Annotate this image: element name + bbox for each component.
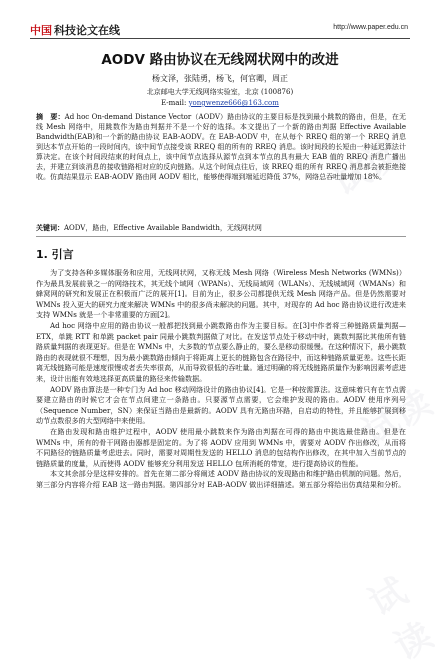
keywords [36, 223, 406, 233]
paragraph: 在路由发现和路由维护过程中，AODV 使用最小跳数来作为路由判据在可得的路由中挑选最佳路由。但是在 WMNs 中，所有的骨干网路由器都是固定的。为了将 AODV 应用到 WMNs 中，需要对 AODV 作出修改，从而将不同路径的链路质量考虑进去。同时，需要对周期性发送的 HELLO 消息的包结构作出修改，在其中加入当前节点的链路质量的度量，从而使得 AODV 能够充分利用发送 HELLO 包所消耗的带宽，进行提高协议的性能。 [36, 426, 406, 468]
paragraph: 本文其余部分是这样安排的。首先在第二部分将阐述 AODV 路由协议的发现路由和维护路由机制的问题。然后，第三部分内容将介绍 EAB 这一路由判据。第四部分对 EAB-AODV 做出详细描述。第五部分将给出仿真结果和分析。 [36, 469, 406, 489]
author-list: 杨文泽，张陆勇，杨飞，何官卿，周正 [152, 74, 288, 83]
logo-mark: 中国 [30, 24, 52, 37]
logo-text: 科技论文在线 [54, 24, 120, 37]
paper-title: AODV 路由协议在无线网状网中的改进 [101, 52, 339, 68]
abstract-text: Ad hoc On-demand Distance Vector（AODV）路由协议的主要目标是找到最小跳数的路由，但是，在无线 Mesh 网络中，用跳数作为路由判据并不是一个好的选择。本文提出了一个新的路由判据 Effective Available Bandwidth(EAB)和一个新的路由协议 EAB-AODV。在 EAB-AODV 中，在从每个 RREQ 组的第一个 RREQ 消息到达本节点开始的一段时间内，该中间节点接受该 RREQ 组的所有的 RREQ 消息。该时间段的长短由一种延迟算法计算决定。在该个时间段结束的时间点上，该中间节点选择从源节点到本节点的具有最大 EAB 值的 RREQ 消息广播出去，并建立到该消息的接收链路相对应的反向链路。从这个时间点往后，该 RREQ 组的所有 RREQ 消息都会被拒绝接收。仿真结果显示 EAB-AODV 路由网 AODV 相比，能够使得端到端延迟降低 37%，网络总吞吐量增加 18%。 [36, 113, 406, 181]
contact-email [0, 99, 440, 107]
header-rule [30, 38, 410, 39]
abstract-label: 摘 要： [36, 112, 65, 121]
section-body [36, 268, 406, 490]
paragraph: Ad hoc 网络中应用的路由协议一般都把找到最小跳数路由作为主要目标。在[3]中作者将三种链路质量判据—ETX，单跳 RTT 和单跳 packet pair 同最小跳数判据做了对比。在发送节点处于移动中时，跳数判据比其他所有链路质量判据的表现更好。但是在 WMNs 中，大多数的节点要么静止的，要么是移动很缓慢。在这种情况下，最小跳数路由的表现就很不理想，因为最小跳数路由倾向于将距离上更长的链路包含在路径中，而这种链路质量更差。这些长距离无线链路可能是速度很慢或者丢失率很高，从而导致很低的吞吐量。通过明确的将无线链路质量作为影响因素考虑进来，设计出能有效地选择更高质量的路径来传输数据。 [36, 320, 406, 383]
watermark: 试读 [326, 132, 409, 204]
watermark: 试读 [356, 382, 439, 454]
paragraph: AODV 路由算法是一种专门为 Ad hoc 移动网络设计的路由协议[4]。它是一种按需算法。这意味着只有在节点需要建立路由的时候它才会在节点间建立一条路由。只要源节点需要，它会维护发现的路由。AODV 使用序列号（Sequence Number，SN）来保证当路由是最新的。AODV 具有无路由环路，自启动的特性，并且能够扩展到移动节点数很多的大型网络中来使用。 [36, 384, 406, 426]
keywords-text: AODV，路由，Effective Available Bandwidth，无线网状网 [64, 224, 262, 232]
keywords-label: 关键词： [36, 223, 64, 232]
section-divider [36, 236, 406, 237]
site-url-link[interactable]: http://www.paper.edu.cn [333, 24, 408, 31]
email-label: E-mail: [161, 99, 187, 107]
email-link[interactable]: yongwenze666@163.com [188, 99, 279, 107]
watermark: 试读 [362, 570, 440, 669]
affiliation: 北京邮电大学无线网络实验室，北京 (100876) [146, 88, 294, 96]
page-header [0, 0, 440, 42]
section-heading: 1. 引言 [36, 248, 74, 261]
abstract [36, 112, 406, 182]
journal-logo [30, 22, 120, 38]
paragraph: 为了支持各种多媒体服务和应用，无线网状网，又称无线 Mesh 网络（Wireless Mesh Networks (WMNs)）作为最具发展前景之一的网络技术，其无线个域网（WPANs）、无线局域网（WLANs）、无线城域网（WMANs）和蜂窝网的研究和发展正在积极而广泛的展开[1]。目前为止，很多公司都提供无线 Mesh 网络产品。但是仍然需要对 WMNs 投入更大的研究力度来解决 WMNs 中的很多尚未解决的问题。其中，对现存的 Ad hoc 路由协议进行改进来支持 WMNs 就是一个非常重要的方面[2]。 [36, 268, 406, 320]
